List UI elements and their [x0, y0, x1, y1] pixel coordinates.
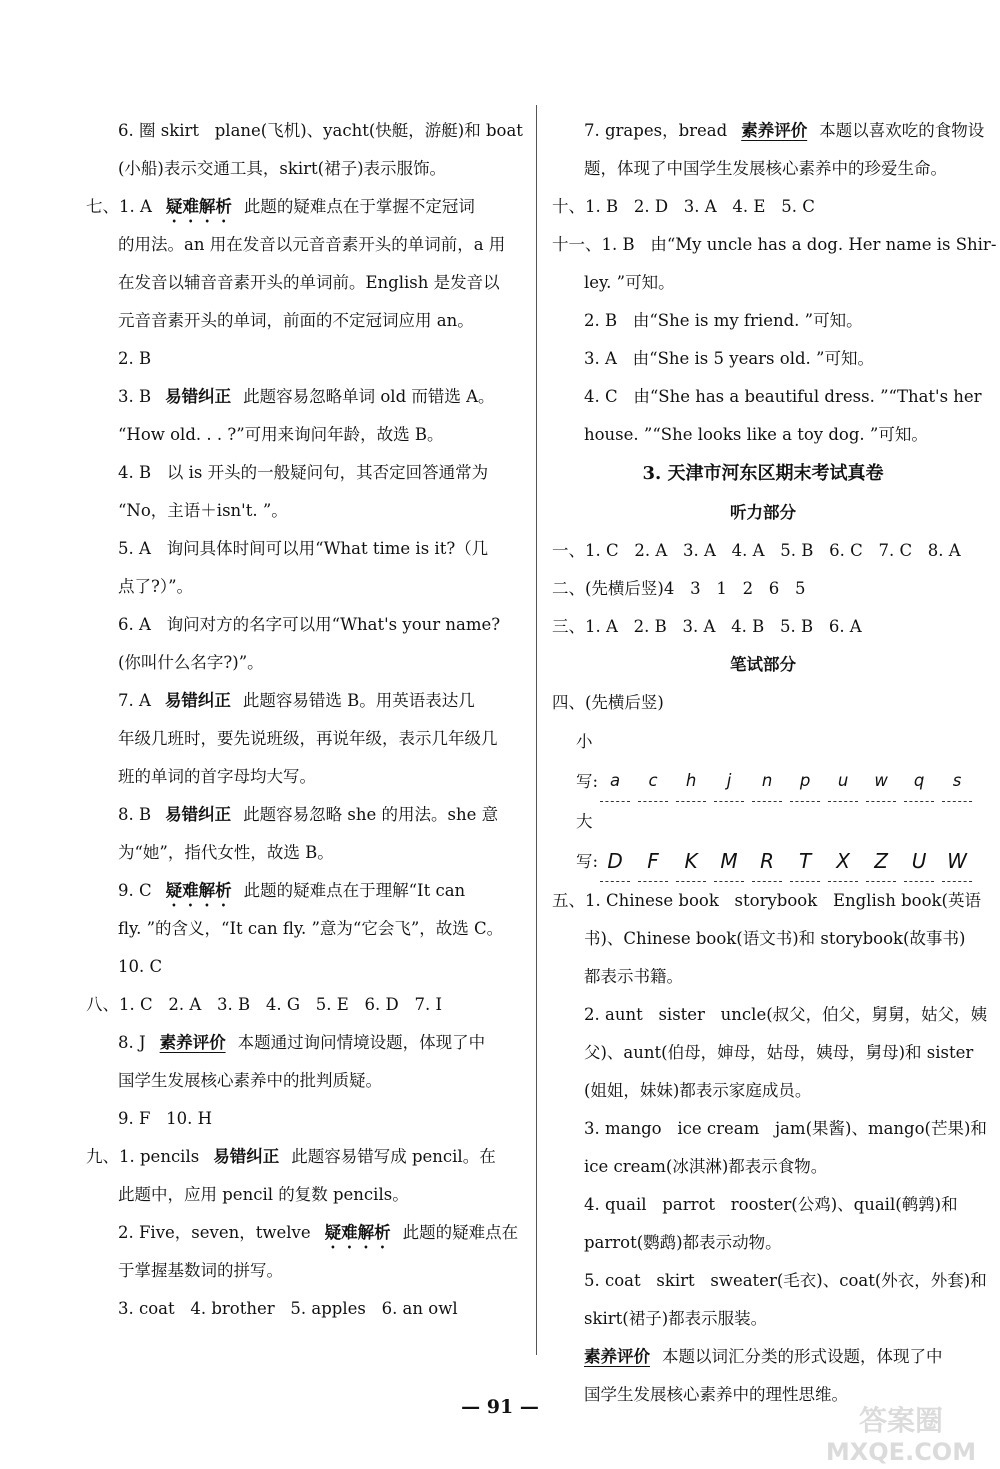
annotation-tag: 易错纠正: [164, 691, 231, 710]
answer-line: [552, 302, 974, 340]
answer-text: 6. 圈 skirt plane(飞机)、yacht(快艇，游艇)和 boat: [118, 121, 523, 140]
answer-text: (你叫什么名字?)”。: [118, 653, 264, 672]
answer-text: 本题通过询问情境设题，体现了中: [237, 1033, 486, 1052]
answer-text: 9. F 10. H: [118, 1109, 213, 1128]
answer-text: 5. A 询问具体时间可以用“What time is it?（几: [118, 539, 489, 558]
answer-line: [86, 796, 516, 834]
answer-letter: M: [714, 841, 744, 882]
answer-letter: F: [638, 841, 668, 882]
answer-letter: w: [866, 761, 896, 802]
answer-line: [552, 1110, 987, 1148]
annotation-tag: 素养评价: [741, 121, 808, 140]
answer-text: 九、1. pencils: [86, 1147, 200, 1166]
answer-text: 本题以喜欢吃的食物设: [819, 121, 985, 140]
annotation-tag: 易错纠正: [165, 805, 232, 824]
answer-text: house. ”“She looks like a toy dog. ”可知。: [584, 425, 928, 444]
answer-line: [552, 570, 974, 608]
answer-line: [552, 882, 981, 920]
answer-text: 年级几班时，要先说班级，再说年级，表示几年级几: [118, 729, 498, 748]
answer-text: 父)、aunt(伯母，婶母，姑母，姨母，舅母)和 sister: [584, 1043, 974, 1062]
answer-line: [552, 1148, 974, 1186]
answer-text: 10. C: [118, 957, 163, 976]
left-column: [86, 112, 523, 1328]
answer-line: [86, 264, 516, 302]
answer-line: [86, 872, 516, 910]
answer-line: [86, 112, 523, 150]
answer-line: [552, 1186, 974, 1224]
annotation-tag: 易错纠正: [165, 387, 232, 406]
answer-text: 2. B 由“She is my friend. ”可知。: [584, 311, 863, 330]
answer-text: skirt(裙子)都表示服装。: [584, 1309, 768, 1328]
answer-line: [86, 492, 516, 530]
answer-line: [86, 226, 516, 264]
uppercase-row: [552, 802, 974, 882]
answer-text: 本题以词汇分类的形式设题，体现了中: [662, 1347, 943, 1366]
answer-line: [86, 1290, 516, 1328]
answer-letter: q: [904, 761, 934, 802]
answer-line: [552, 1034, 974, 1072]
lowercase-row: [552, 722, 974, 802]
answer-text: 此题的疑难点在于掌握不定冠词: [243, 197, 475, 216]
listening-title: 听力部分: [730, 503, 796, 522]
answer-text: 4. C 由“She has a beautiful dress. ”“That's her: [584, 387, 982, 406]
answer-line: [552, 416, 974, 454]
answer-line: [552, 150, 974, 188]
answer-text: 3. mango ice cream jam(果酱)、mango(芒果)和: [584, 1119, 987, 1138]
answer-line: [552, 378, 982, 416]
answer-text: ice cream(冰淇淋)都表示食物。: [584, 1157, 828, 1176]
answer-text: 书)、Chinese book(语文书)和 storybook(故事书): [584, 929, 966, 948]
answer-line: [86, 568, 516, 606]
answer-line: [552, 112, 985, 150]
answer-text: 5. coat skirt sweater(毛衣)、coat(外衣，外套)和: [584, 1271, 987, 1290]
lowercase-label: 小写:: [576, 732, 599, 791]
answer-text: 二、(先横后竖)4 3 1 2 6 5: [552, 579, 806, 598]
answer-line: [86, 986, 516, 1024]
answer-text: 都表示书籍。: [584, 967, 683, 986]
answer-text: 3. coat 4. brother 5. apples 6. an owl: [118, 1299, 458, 1318]
answer-line: [86, 682, 516, 720]
answer-text: 三、1. A 2. B 3. A 4. B 5. B 6. A: [552, 617, 862, 636]
answer-text: 的用法。an 用在发音以元音音素开头的单词前，a 用: [118, 235, 506, 254]
q4-label: 四、(先横后竖): [552, 693, 664, 712]
answer-line: [552, 264, 974, 302]
answer-line: [552, 920, 974, 958]
answer-text: 八、1. C 2. A 3. B 4. G 5. E 6. D 7. I: [86, 995, 442, 1014]
answer-text: 此题容易忽略 she 的用法。she 意: [243, 805, 499, 824]
answer-line: [86, 340, 516, 378]
answer-text: 7. A: [118, 691, 151, 710]
answer-line: [552, 188, 974, 226]
answer-line: [86, 530, 516, 568]
answer-text: 9. C: [118, 881, 152, 900]
answer-letter: K: [676, 841, 706, 882]
answer-text: ley. ”可知。: [584, 273, 675, 292]
annotation-tag: 疑难解析: [165, 881, 232, 900]
answer-letter: h: [676, 761, 706, 802]
answer-letter: s: [942, 761, 972, 802]
answer-text: 元音音素开头的单词，前面的不定冠词应用 an。: [118, 311, 474, 330]
answer-letter: c: [638, 761, 668, 802]
answer-text: 在发音以辅音音素开头的单词前。English 是发音以: [118, 273, 500, 292]
answer-text: 一、1. C 2. A 3. A 4. A 5. B 6. C 7. C 8. A: [552, 541, 961, 560]
answer-line: [552, 1338, 974, 1376]
answer-letter: a: [600, 761, 630, 802]
right-column: [552, 112, 997, 1414]
answer-text: 此题的疑难点在: [402, 1223, 519, 1242]
answer-letter: U: [904, 841, 934, 882]
answer-letter: u: [828, 761, 858, 802]
answer-text: 3. A 由“She is 5 years old. ”可知。: [584, 349, 874, 368]
answer-text: 此题容易忽略单词 old 而错选 A。: [243, 387, 495, 406]
answer-text: “No，主语＋isn't. ”。: [118, 501, 288, 520]
answer-line: [552, 996, 988, 1034]
answer-text: parrot(鹦鹉)都表示动物。: [584, 1233, 782, 1252]
annotation-tag: 疑难解析: [324, 1223, 391, 1242]
answer-text: 2. Five，seven，twelve: [118, 1223, 311, 1242]
answer-text: 五、1. Chinese book storybook English book(英语: [552, 891, 981, 910]
answer-letter: T: [790, 841, 820, 882]
answer-text: 此题中，应用 pencil 的复数 pencils。: [118, 1185, 409, 1204]
answer-line: [86, 1024, 516, 1062]
answer-text: 6. A 询问对方的名字可以用“What's your name?: [118, 615, 501, 634]
answer-text: 4. B 以 is 开头的一般疑问句，其否定回答通常为: [118, 463, 489, 482]
answer-line: [86, 758, 516, 796]
answer-line: [552, 1262, 987, 1300]
answer-line: [86, 910, 516, 948]
answer-letter: D: [600, 841, 630, 882]
section-title: 3. 天津市河东区期末考试真卷: [642, 463, 884, 484]
answer-line: [552, 958, 974, 996]
page-number: — 91 —: [461, 1396, 539, 1418]
answer-line: [86, 720, 516, 758]
annotation-tag: 素养评价: [159, 1033, 226, 1052]
answer-text: 7. grapes，bread: [584, 121, 728, 140]
answer-line: [552, 226, 997, 264]
answer-line: [552, 608, 974, 646]
answer-text: 2. aunt sister uncle(叔父，伯父，舅舅，姑父，姨: [584, 1005, 988, 1024]
answer-line: [552, 1224, 974, 1262]
answer-line: [552, 1300, 974, 1338]
answer-line: [86, 948, 516, 986]
answer-line: [86, 1100, 516, 1138]
answer-text: 为“她”，指代女性，故选 B。: [118, 843, 334, 862]
answer-line: [552, 1072, 974, 1110]
answer-text: (小船)表示交通工具，skirt(裙子)表示服饰。: [118, 159, 447, 178]
answer-text: 点了?）”。: [118, 577, 194, 596]
answer-line: [86, 606, 516, 644]
answer-line: [552, 340, 974, 378]
answer-text: 2. B: [118, 349, 152, 368]
answer-line: [86, 188, 516, 226]
answer-letter: Z: [866, 841, 896, 882]
uppercase-label: 大写:: [576, 812, 599, 871]
answer-line: [86, 302, 516, 340]
answer-text: 班的单词的首字母均大写。: [118, 767, 316, 786]
answer-text: 七、1. A: [86, 197, 152, 216]
answer-line: [552, 532, 974, 570]
answer-text: 十、1. B 2. D 3. A 4. E 5. C: [552, 197, 815, 216]
answer-text: 国学生发展核心素养中的理性思维。: [584, 1385, 848, 1404]
answer-text: 此题容易错选 B。用英语表达几: [242, 691, 475, 710]
answer-letter: W: [942, 841, 972, 882]
svg-text:答案圈: 答案圈: [858, 1404, 944, 1437]
column-divider: [536, 105, 537, 1355]
watermark-logo: [812, 1400, 990, 1466]
writing-title: 笔试部分: [730, 655, 796, 674]
answer-line: [86, 644, 516, 682]
answer-text: 此题的疑难点在于理解“It can: [243, 881, 466, 900]
answer-text: 4. quail parrot rooster(公鸡)、quail(鹌鹑)和: [584, 1195, 958, 1214]
answer-letter: X: [828, 841, 858, 882]
answer-text: 8. J: [118, 1033, 146, 1052]
answer-text: (姐姐，妹妹)都表示家庭成员。: [584, 1081, 812, 1100]
answer-line: [86, 834, 516, 872]
answer-text: 题，体现了中国学生发展核心素养中的珍爱生命。: [584, 159, 947, 178]
svg-text:MXQE.COM: MXQE.COM: [825, 1438, 977, 1466]
answer-text: 8. B: [118, 805, 152, 824]
answer-line: [86, 454, 516, 492]
answer-letter: j: [714, 761, 744, 802]
answer-line: [86, 1062, 516, 1100]
answer-line: [86, 1138, 516, 1176]
answer-letter: n: [752, 761, 782, 802]
answer-line: [86, 378, 516, 416]
answer-text: 十一、1. B 由“My uncle has a dog. Her name is Shir-: [552, 235, 997, 254]
annotation-tag: 素养评价: [584, 1347, 650, 1366]
answer-text: fly. ”的含义，“It can fly. ”意为“它会飞”，故选 C。: [118, 919, 504, 938]
annotation-tag: 疑难解析: [165, 197, 232, 216]
answer-text: 国学生发展核心素养中的批判质疑。: [118, 1071, 382, 1090]
answer-text: “How old. . . ?”可用来询问年龄，故选 B。: [118, 425, 444, 444]
annotation-tag: 易错纠正: [213, 1147, 280, 1166]
answer-letter: p: [790, 761, 820, 802]
answer-line: [86, 1252, 516, 1290]
answer-letter: R: [752, 841, 782, 882]
answer-line: [86, 150, 516, 188]
answer-text: 于掌握基数词的拼写。: [118, 1261, 283, 1280]
answer-line: [86, 1176, 516, 1214]
answer-line: [86, 1214, 519, 1252]
answer-text: 3. B: [118, 387, 152, 406]
answer-text: 此题容易错写成 pencil。在: [291, 1147, 496, 1166]
answer-line: [86, 416, 516, 454]
